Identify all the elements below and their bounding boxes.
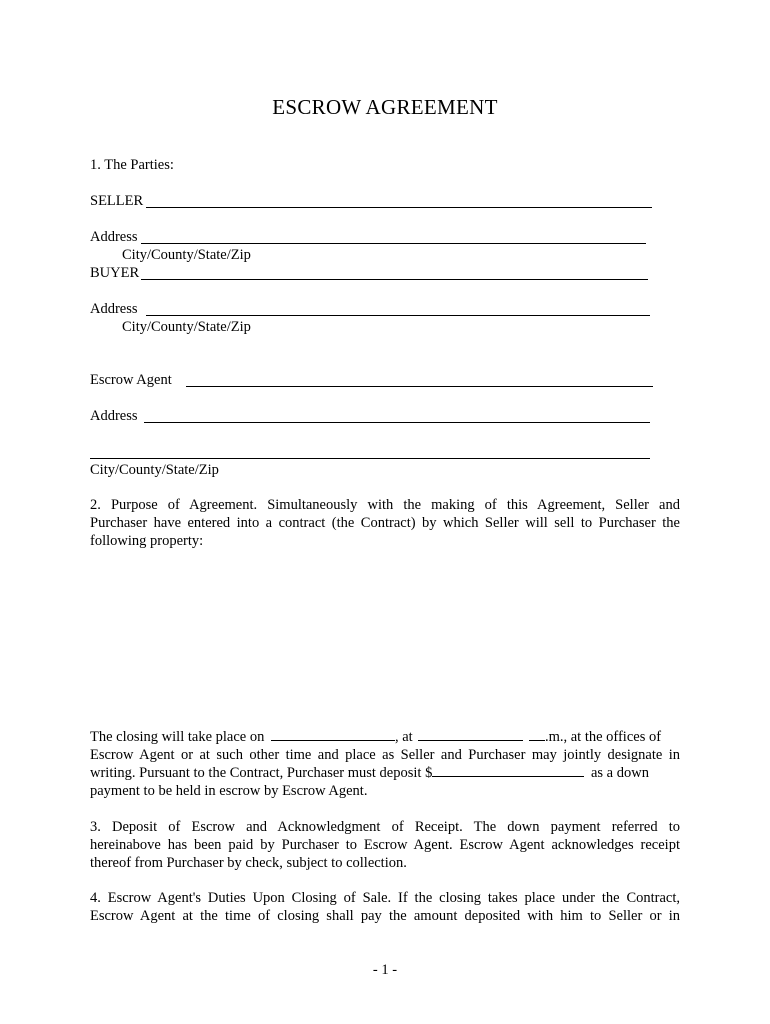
section-1-heading: 1. The Parties: bbox=[90, 157, 174, 173]
agent-address-label: Address bbox=[90, 408, 138, 424]
closing-line: Escrow Agent or at such other time and place as Seller and Purchaser may jointly designate in bbox=[90, 747, 680, 763]
closing-line bbox=[90, 764, 680, 782]
section-2-line: following property: bbox=[90, 533, 204, 549]
seller-address-field[interactable] bbox=[141, 243, 646, 244]
closing-text: writing. Pursuant to the Contract, Purchaser must deposit $ bbox=[90, 765, 433, 781]
seller-label: SELLER bbox=[90, 193, 144, 209]
seller-city-label: City/County/State/Zip bbox=[122, 247, 251, 263]
closing-ampm-field[interactable] bbox=[529, 728, 545, 741]
buyer-field[interactable] bbox=[141, 279, 648, 280]
closing-text: The closing will take place on bbox=[90, 729, 265, 745]
agent-city-label: City/County/State/Zip bbox=[90, 462, 219, 478]
deposit-amount-field[interactable] bbox=[432, 764, 584, 777]
seller-field[interactable] bbox=[146, 207, 652, 208]
closing-time-field[interactable] bbox=[418, 728, 523, 741]
closing-text: .m., at the offices of bbox=[544, 729, 662, 745]
buyer-city-label: City/County/State/Zip bbox=[122, 319, 251, 335]
closing-text: as a down bbox=[590, 765, 649, 781]
agent-address-field[interactable] bbox=[144, 422, 650, 423]
escrow-agent-label: Escrow Agent bbox=[90, 372, 172, 388]
document-title: ESCROW AGREEMENT bbox=[272, 95, 498, 119]
section-4-line: Escrow Agent at the time of closing shall pay the amount deposited with him to Seller or in bbox=[90, 908, 680, 924]
section-3-line: thereof from Purchaser by check, subject to collection. bbox=[90, 855, 407, 871]
agent-address-line-2-field[interactable] bbox=[90, 458, 650, 459]
closing-date-field[interactable] bbox=[271, 728, 395, 741]
section-3-line: 3. Deposit of Escrow and Acknowledgment of Receipt. The down payment referred to bbox=[90, 819, 680, 835]
section-3-line: hereinabove has been paid by Purchaser to Escrow Agent. Escrow Agent acknowledges receipt bbox=[90, 837, 680, 853]
closing-paragraph bbox=[90, 728, 680, 800]
closing-line bbox=[90, 728, 680, 746]
section-2-line: 2. Purpose of Agreement. Simultaneously with the making of this Agreement, Seller and bbox=[90, 497, 680, 513]
page-number: - 1 - bbox=[372, 962, 398, 978]
section-3-paragraph bbox=[90, 818, 680, 872]
section-2-paragraph bbox=[90, 496, 680, 550]
seller-address-label: Address bbox=[90, 229, 138, 245]
closing-text: , at bbox=[394, 729, 413, 745]
buyer-label: BUYER bbox=[90, 265, 140, 281]
buyer-address-field[interactable] bbox=[146, 315, 650, 316]
section-4-line: 4. Escrow Agent's Duties Upon Closing of Sale. If the closing takes place under the Contract, bbox=[90, 890, 680, 906]
section-2-line: Purchaser have entered into a contract (the Contract) by which Seller will sell to Purchaser the bbox=[90, 515, 680, 531]
buyer-address-label: Address bbox=[90, 301, 138, 317]
escrow-agent-field[interactable] bbox=[186, 386, 653, 387]
section-4-paragraph bbox=[90, 889, 680, 925]
closing-line: payment to be held in escrow by Escrow Agent. bbox=[90, 783, 368, 799]
